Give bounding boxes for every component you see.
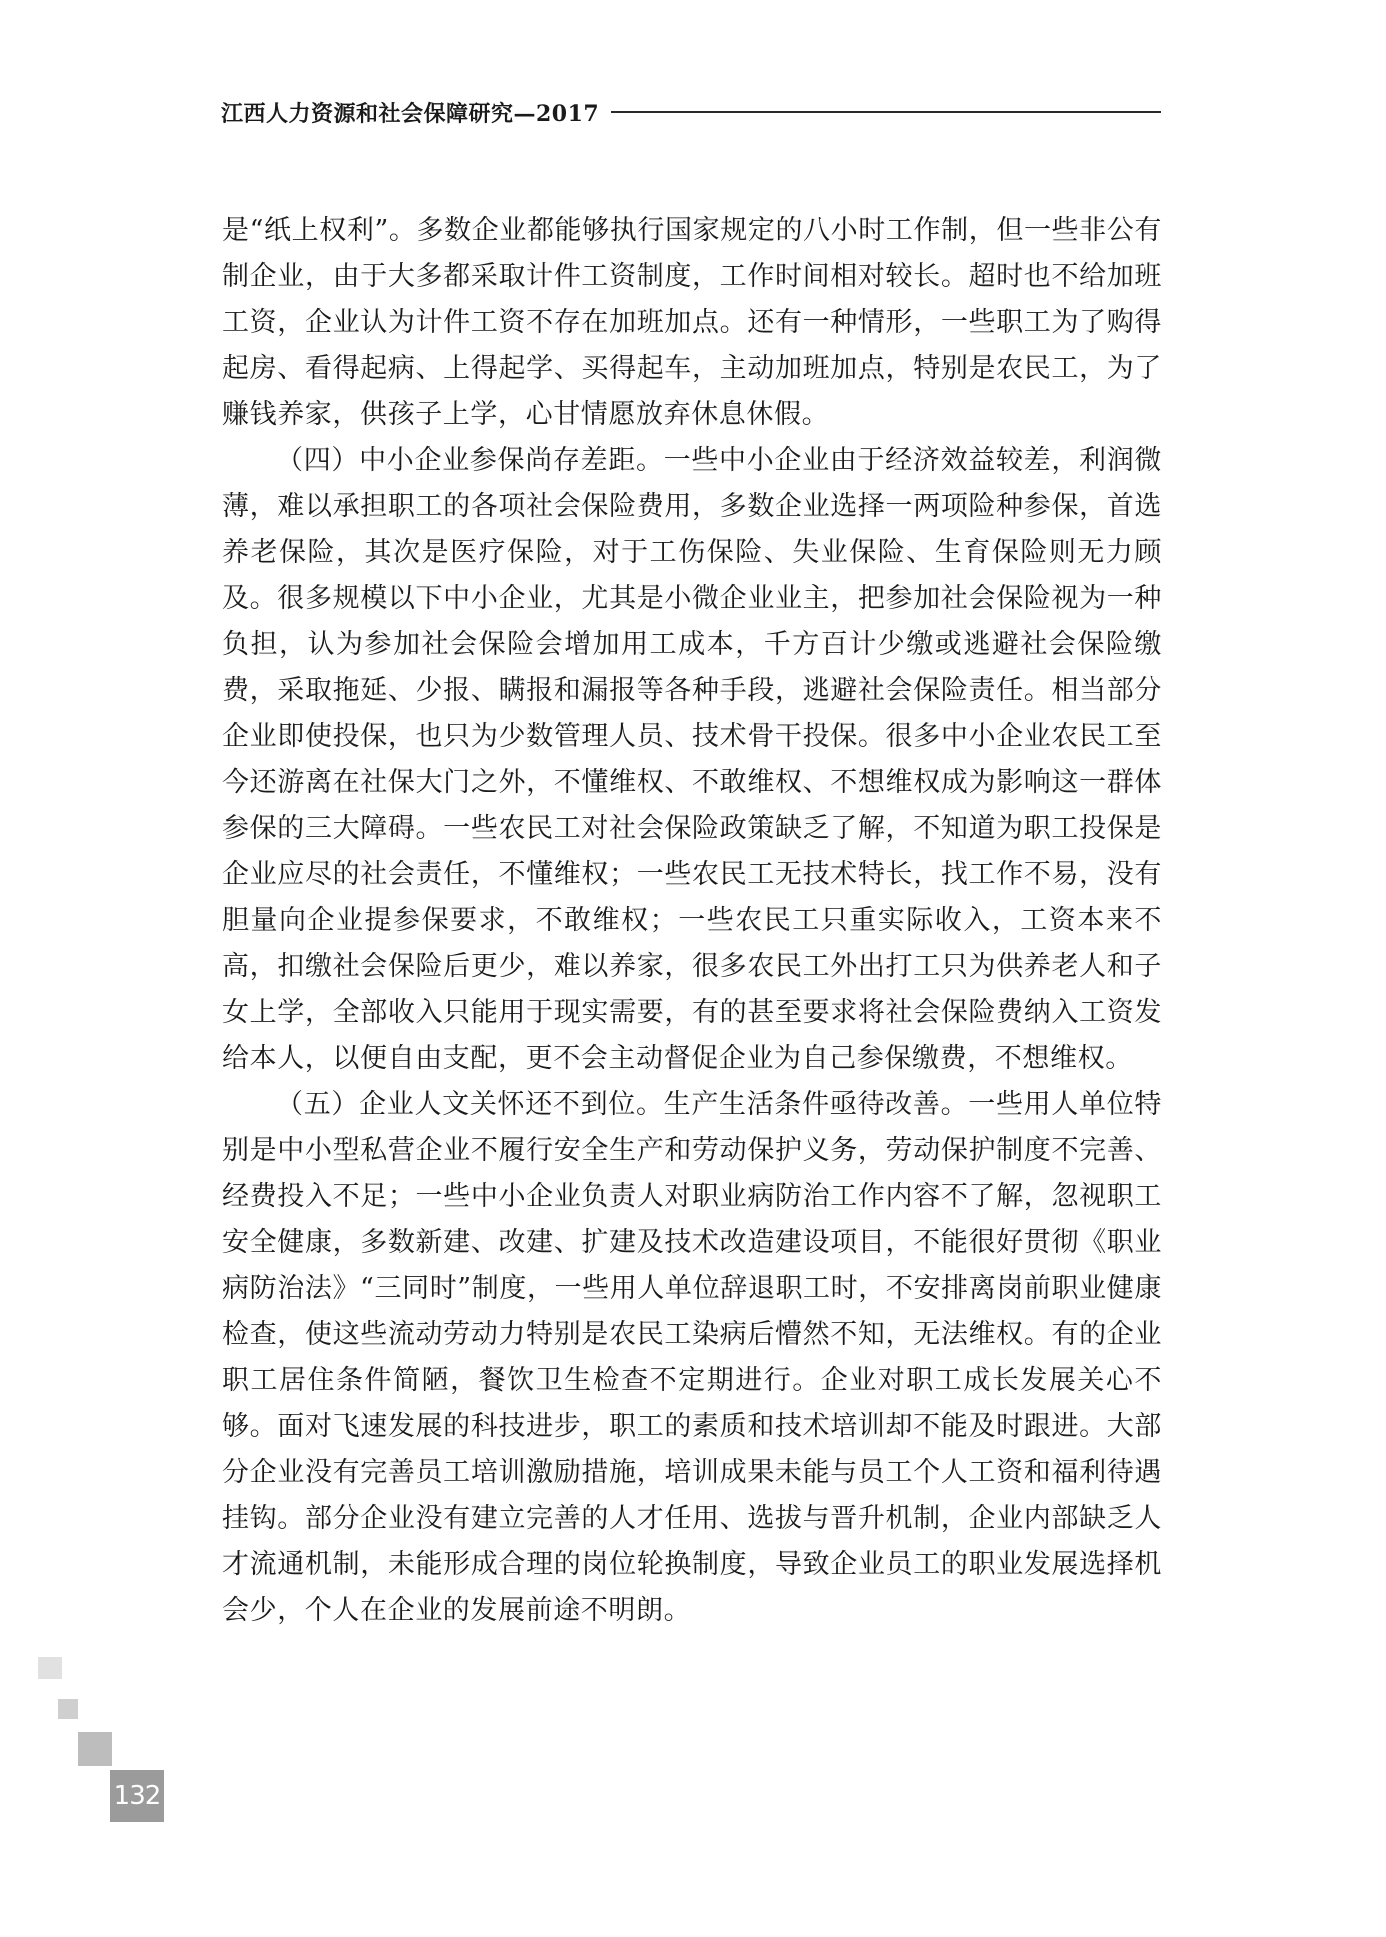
running-header <box>221 96 1161 128</box>
paragraph-continuation: 是“纸上权利”。多数企业都能够执行国家规定的八小时工作制，但一些非公有制企业，由于大多都采取计件工资制度，工作时间相对较长。超时也不给加班工资，企业认为计件工资不存在加班加点。还有一种情形，一些职工为了购得起房、看得起病、上得起学、买得起车，主动加班加点，特别是农民工，为了赚钱养家，供孩子上学，心甘情愿放弃休息休假。 <box>222 215 1162 430</box>
journal-title: 江西人力资源和社会保障研究—2017 <box>221 100 600 127</box>
paragraph-section-5: （五）企业人文关怀还不到位。生产生活条件亟待改善。一些用人单位特别是中小型私营企业不履行安全生产和劳动保护义务，劳动保护制度不完善、经费投入不足；一些中小企业负责人对职业病防治工作内容不了解，忽视职工安全健康，多数新建、改建、扩建及技术改造建设项目，不能很好贯彻《职业病防治法》“三同时”制度，一些用人单位辞退职工时，不安排离岗前职业健康检查，使这些流动劳动力特别是农民工染病后懵然不知，无法维权。有的企业职工居住条件简陋，餐饮卫生检查不定期进行。企业对职工成长发展关心不够。面对飞速发展的科技进步，职工的素质和技术培训却不能及时跟进。大部分企业没有完善员工培训激励措施，培训成果未能与员工个人工资和福利待遇挂钩。部分企业没有建立完善的人才任用、选拔与晋升机制，企业内部缺乏人才流通机制，未能形成合理的岗位轮换制度，导致企业员工的职业发展选择机会少，个人在企业的发展前途不明朗。 <box>222 1089 1162 1626</box>
page-number: 132 <box>113 1781 161 1811</box>
header-rule <box>611 111 1161 113</box>
paragraph-section-4: （四）中小企业参保尚存差距。一些中小企业由于经济效益较差，利润微薄，难以承担职工的各项社会保险费用，多数企业选择一两项险种参保，首选养老保险，其次是医疗保险，对于工伤保险、失业保险、生育保险则无力顾及。很多规模以下中小企业，尤其是小微企业业主，把参加社会保险视为一种负担，认为参加社会保险会增加用工成本，千方百计少缴或逃避社会保险缴费，采取拖延、少报、瞒报和漏报等各种手段，逃避社会保险责任。相当部分企业即使投保，也只为少数管理人员、技术骨干投保。很多中小企业农民工至今还游离在社保大门之外，不懂维权、不敢维权、不想维权成为影响这一群体参保的三大障碍。一些农民工对社会保险政策缺乏了解，不知道为职工投保是企业应尽的社会责任，不懂维权；一些农民工无技术特长，找工作不易，没有胆量向企业提参保要求，不敢维权；一些农民工只重实际收入，工资本来不高，扣缴社会保险后更少，难以养家，很多农民工外出打工只为供养老人和子女上学，全部收入只能用于现实需要，有的甚至要求将社会保险费纳入工资发给本人，以便自由支配，更不会主动督促企业为自己参保缴费，不想维权。 <box>222 445 1162 1074</box>
decorative-square <box>58 1699 78 1719</box>
decorative-square <box>78 1732 112 1766</box>
body-text <box>222 208 1162 1634</box>
decorative-square <box>38 1657 62 1679</box>
page-number-box <box>110 1770 164 1822</box>
